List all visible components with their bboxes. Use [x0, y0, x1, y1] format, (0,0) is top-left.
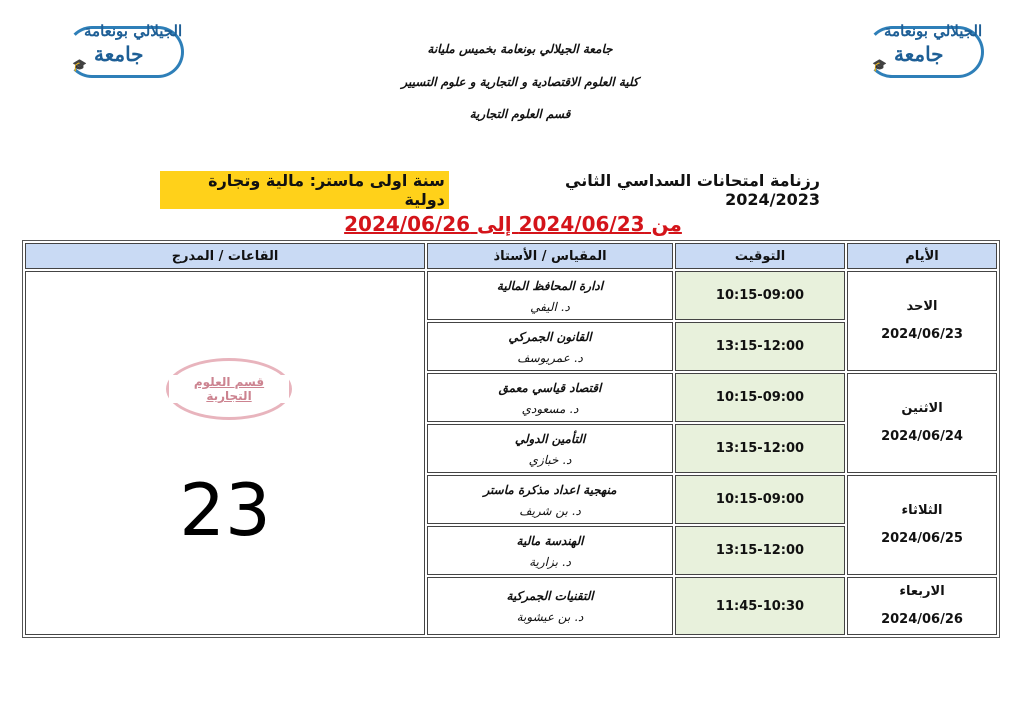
schedule-title	[160, 171, 820, 209]
logo-wordmark: الجيلالي بونعامة	[84, 22, 183, 40]
exam-schedule-table	[22, 240, 1000, 638]
department-stamp: قسم العلوم التجارية	[166, 358, 292, 420]
day-cell: الاحد 2024/06/23	[847, 271, 997, 371]
time-cell: 11:45-10:30	[675, 577, 845, 635]
header-module: المقياس / الأستاذ	[427, 243, 673, 269]
module-cell: منهجية اعداد مذكرة ماستر د. بن شريف	[427, 475, 673, 524]
header-hall: القاعات / المدرج	[25, 243, 425, 269]
module-cell: التقنيات الجمركية د. بن عيشوبة	[427, 577, 673, 635]
table-header-row	[25, 243, 997, 269]
title-main: رزنامة امتحانات السداسي الثاني 2024/2023	[565, 171, 820, 209]
time-cell: 13:15-12:00	[675, 526, 845, 575]
date-range: من 2024/06/23 إلى 2024/06/26	[344, 212, 682, 236]
module-cell: القانون الجمركي د. عمريوسف	[427, 322, 673, 371]
time-cell: 13:15-12:00	[675, 322, 845, 371]
logo-wordmark: الجيلالي بونعامة	[884, 22, 983, 40]
header-days: الأيام	[847, 243, 997, 269]
table-row	[25, 271, 997, 320]
title-highlight: سنة اولى ماستر: مالية وتجارة دولية	[160, 171, 449, 209]
module-cell: اقتصاد قياسي معمق د. مسعودي	[427, 373, 673, 422]
time-cell: 10:15-09:00	[675, 373, 845, 422]
faculty-name: كلية العلوم الاقتصادية و التجارية و علوم التسيير	[401, 75, 639, 89]
header-time: التوقيت	[675, 243, 845, 269]
module-cell: التأمين الدولي د. خبازي	[427, 424, 673, 473]
time-cell: 10:15-09:00	[675, 271, 845, 320]
module-cell: الهندسة مالية د. بزارية	[427, 526, 673, 575]
logo-wordmark-main: جامعة	[94, 42, 144, 66]
hall-number: 23	[179, 468, 271, 552]
graduation-cap-icon: 🎓	[72, 58, 87, 72]
logo-wordmark-main: جامعة	[894, 42, 944, 66]
module-cell: ادارة المحافظ المالية د. اليفي	[427, 271, 673, 320]
day-cell: الثلاثاء 2024/06/25	[847, 475, 997, 575]
university-logo-left	[66, 20, 184, 78]
time-cell: 10:15-09:00	[675, 475, 845, 524]
hall-cell	[25, 271, 425, 635]
university-name: جامعة الجيلالي بونعامة بخميس مليانة	[427, 42, 613, 56]
department-name: قسم العلوم التجارية	[469, 107, 571, 121]
time-cell: 13:15-12:00	[675, 424, 845, 473]
day-cell: الاثنين 2024/06/24	[847, 373, 997, 473]
day-cell: الاربعاء 2024/06/26	[847, 577, 997, 635]
graduation-cap-icon: 🎓	[872, 58, 887, 72]
university-logo-right	[866, 20, 984, 78]
